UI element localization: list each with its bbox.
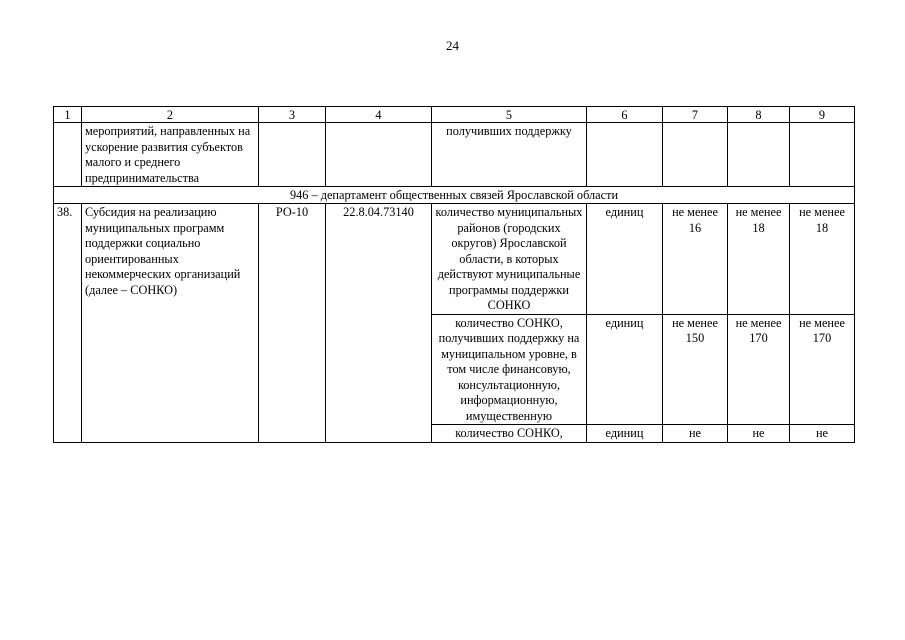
header-col-7: 7 (663, 107, 728, 123)
header-col-6: 6 (587, 107, 663, 123)
header-col-9: 9 (790, 107, 855, 123)
cell (54, 123, 82, 187)
indicator-value-col7: не менее 16 (663, 204, 728, 315)
indicator-value-col9: не менее 18 (790, 204, 855, 315)
cell (587, 123, 663, 187)
indicator-value-col7: не (663, 425, 728, 443)
cell (259, 123, 326, 187)
indicator-value-col8: не менее 170 (728, 314, 790, 425)
indicator-value-col8: не менее 18 (728, 204, 790, 315)
indicator-unit: единиц (587, 425, 663, 443)
indicator-name: количество СОНКО, (432, 425, 587, 443)
department-row (54, 187, 855, 204)
cell (728, 123, 790, 187)
page-number: 24 (446, 38, 459, 53)
header-col-1: 1 (54, 107, 82, 123)
indicator-name: количество муниципальных районов (городских округов) Ярославской области, в которых действуют муниципальные программы поддержки СОНКО (432, 204, 587, 315)
header-col-2: 2 (82, 107, 259, 123)
indicator-unit: единиц (587, 204, 663, 315)
continuation-indicator: получивших поддержку (432, 123, 587, 187)
header-col-4: 4 (326, 107, 432, 123)
indicator-value-col9: не (790, 425, 855, 443)
cell (326, 123, 432, 187)
indicator-unit: единиц (587, 314, 663, 425)
department-name: 946 – департамент общественных связей Ярославской области (54, 187, 855, 204)
item-kbk: 22.8.04.73140 (326, 204, 432, 443)
continuation-row (54, 123, 855, 187)
header-col-5: 5 (432, 107, 587, 123)
item-code: РО-10 (259, 204, 326, 443)
cell (663, 123, 728, 187)
item-38-row-1 (54, 204, 855, 315)
program-table (53, 106, 855, 443)
item-number: 38. (54, 204, 82, 443)
item-name: Субсидия на реализацию муниципальных программ поддержки социально ориентированных некоммерческих организаций (далее – СОНКО) (82, 204, 259, 443)
indicator-value-col7: не менее 150 (663, 314, 728, 425)
indicator-value-col8: не (728, 425, 790, 443)
header-col-3: 3 (259, 107, 326, 123)
indicator-name: количество СОНКО, получивших поддержку на муниципальном уровне, в том числе финансовую, консультационную, информационную, имущественную (432, 314, 587, 425)
header-row (54, 107, 855, 123)
cell (790, 123, 855, 187)
indicator-value-col9: не менее 170 (790, 314, 855, 425)
continuation-name: мероприятий, направленных на ускорение развития субъектов малого и среднего предпринимательства (82, 123, 259, 187)
header-col-8: 8 (728, 107, 790, 123)
